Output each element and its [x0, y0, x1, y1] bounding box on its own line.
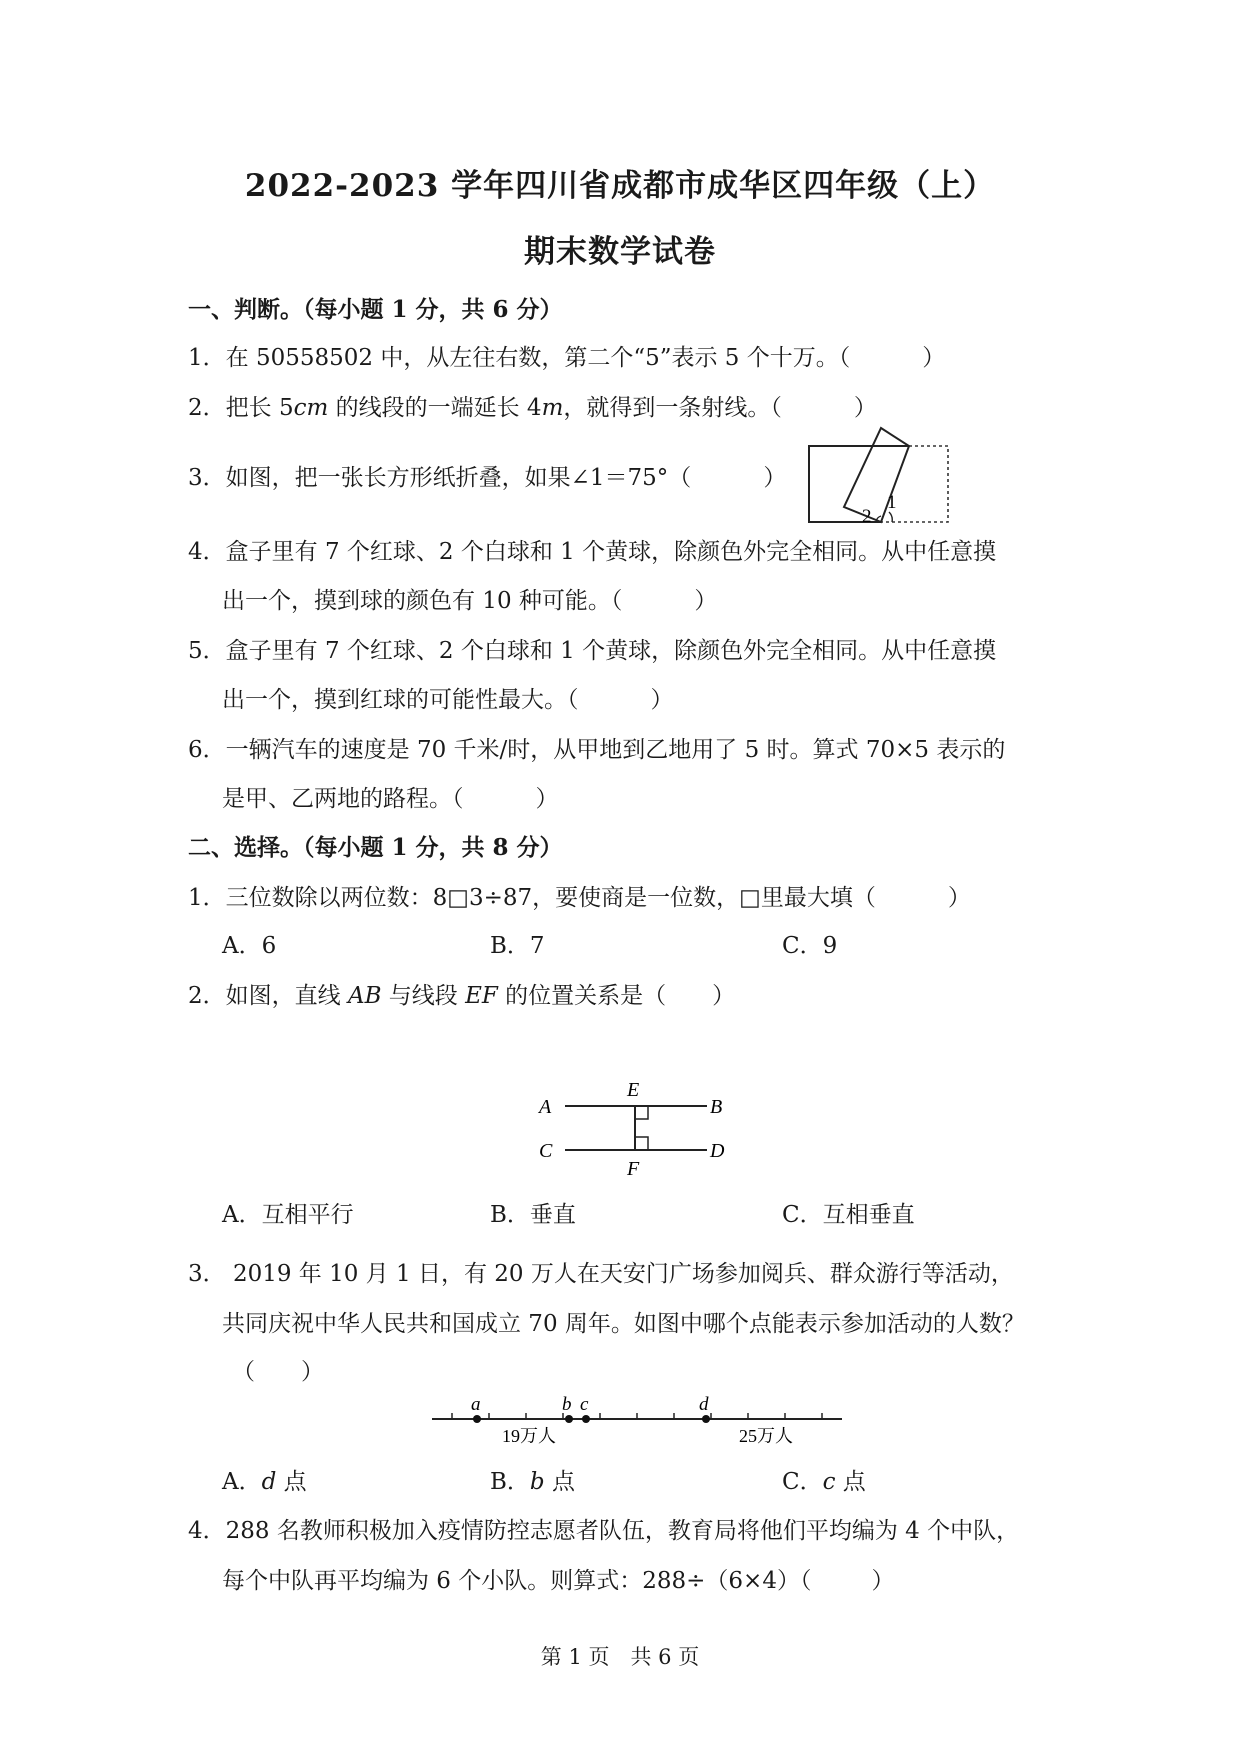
exam-title-line2: 期末数学试卷	[524, 234, 716, 270]
s1-q3-close: ）	[763, 465, 787, 491]
folded-paper-figure	[806, 424, 960, 528]
s1-q5-close: ）	[650, 687, 674, 713]
label-c: C	[539, 1140, 553, 1162]
s2-q1-option-c: C．9	[782, 933, 838, 959]
s1-q2-unit-m: m	[541, 395, 564, 421]
point-c	[582, 1415, 590, 1423]
s2-q4-cont	[222, 1562, 894, 1595]
s2-q2-ef: EF	[465, 983, 498, 1009]
s2-q4-num: 4．	[188, 1518, 226, 1544]
s1-q4	[188, 533, 996, 566]
parallel-lines-figure	[535, 1070, 735, 1182]
label-19-wan: 19万人	[502, 1426, 556, 1446]
option-suffix: 点	[276, 1469, 307, 1495]
s2-q4-line1: 288 名教师积极加入疫情防控志愿者队伍，教育局将他们平均编为 4 个中队，	[225, 1518, 1020, 1544]
option-point: c	[822, 1469, 836, 1495]
s2-q2-post: 的位置关系是（	[497, 983, 667, 1009]
label-b: B	[710, 1096, 723, 1118]
s2-q1-option-b: B．7	[490, 933, 545, 959]
number-line-figure	[428, 1388, 848, 1450]
section1-heading: 一、判断。（每小题 1 分，共 6 分）	[188, 296, 563, 323]
s2-q2-option-b: B．垂直	[490, 1202, 576, 1228]
s1-q2	[188, 389, 877, 422]
angle-1-arc	[889, 512, 892, 522]
point-d-label: d	[699, 1394, 709, 1415]
s2-q2-ab: AB	[347, 983, 382, 1009]
section2-heading: 二、选择。（每小题 1 分，共 8 分）	[188, 834, 563, 861]
label-d: D	[710, 1140, 725, 1162]
s1-q6-num: 6．	[188, 737, 226, 763]
s1-q6-close: ）	[535, 786, 559, 812]
s1-q1-text: 在 50558502 中，从左往右数，第二个“5”表示 5 个十万。（	[225, 345, 851, 371]
s2-q2-pre: 如图，直线	[225, 983, 348, 1009]
point-b	[565, 1415, 573, 1423]
s1-q2-close: ）	[853, 395, 877, 421]
option-suffix: 点	[544, 1469, 575, 1495]
s1-q1	[188, 339, 945, 372]
s2-q2-option-a: A．互相平行	[222, 1202, 354, 1228]
s1-q6-cont	[222, 780, 559, 813]
s2-q3-option-a	[222, 1463, 307, 1496]
s1-q5-num: 5．	[188, 638, 226, 664]
s1-q2-post: ，就得到一条射线。（	[563, 395, 782, 421]
label-25-wan: 25万人	[739, 1426, 793, 1446]
right-angle-mark-top	[635, 1106, 648, 1119]
angle-2-label: 2	[862, 506, 872, 527]
point-a-label: a	[471, 1394, 481, 1415]
s2-q4-close: ）	[871, 1568, 895, 1594]
label-f: F	[627, 1158, 640, 1180]
s2-q3-line1: 2019 年 10 月 1 日，有 20 万人在天安门广场参加阅兵、群众游行等活动，	[225, 1261, 1014, 1287]
option-point: b	[529, 1469, 545, 1495]
folded-flap	[844, 428, 909, 522]
s1-q4-cont	[222, 582, 717, 615]
s1-q2-unit-cm: cm	[293, 395, 329, 421]
option-letter: C．	[782, 1469, 823, 1495]
s1-q6-line2: 是甲、乙两地的路程。（	[222, 786, 464, 812]
point-c-label: c	[580, 1394, 589, 1415]
s1-q5	[188, 632, 996, 665]
option-point: d	[261, 1469, 277, 1495]
s1-q2-mid: 的线段的一端延长 4	[328, 395, 542, 421]
s1-q3-text: 如图，把一张长方形纸折叠，如果∠1＝75°（	[225, 465, 692, 491]
exam-title-line1: 2022-2023 学年四川省成都市成华区四年级（上）	[244, 168, 996, 204]
s2-q1-close: ）	[947, 885, 971, 911]
s2-q3-line2: 共同庆祝中华人民共和国成立 70 周年。如图中哪个点能表示参加活动的人数？	[222, 1311, 1025, 1337]
point-d	[702, 1415, 710, 1423]
right-angle-mark-bottom	[635, 1137, 648, 1150]
s1-q1-close: ）	[922, 345, 946, 371]
s1-q6	[188, 731, 1005, 764]
angle-1-label: 1	[887, 492, 897, 513]
s2-q1-option-a: A．6	[222, 933, 277, 959]
s2-q3-num: 3．	[188, 1261, 226, 1287]
s1-q3-num: 3．	[188, 465, 226, 491]
s2-q4	[188, 1512, 1019, 1545]
s2-q1-text: 三位数除以两位数：8□3÷87，要使商是一位数，□里最大填（	[225, 885, 876, 911]
s2-q3-option-b	[490, 1463, 575, 1496]
label-a: A	[539, 1096, 552, 1118]
s2-q2-mid: 与线段	[381, 983, 466, 1009]
s2-q1	[188, 879, 971, 912]
s2-q3-close: ）	[301, 1359, 324, 1385]
option-suffix: 点	[835, 1469, 866, 1495]
option-letter: A．	[222, 1469, 262, 1495]
s1-q5-line1: 盒子里有 7 个红球、2 个白球和 1 个黄球，除颜色外完全相同。从中任意摸	[225, 638, 997, 664]
s2-q2-close: ）	[712, 983, 736, 1009]
point-a	[473, 1415, 481, 1423]
s1-q1-num: 1．	[188, 345, 226, 371]
s2-q3-line3	[232, 1353, 324, 1386]
s2-q3-open: （	[232, 1359, 255, 1385]
s2-q2-num: 2．	[188, 983, 226, 1009]
s1-q6-line1: 一辆汽车的速度是 70 千米/时，从甲地到乙地用了 5 时。算式 70×5 表示的	[225, 737, 1006, 763]
page-footer: 第 1 页 共 6 页	[540, 1645, 700, 1669]
s1-q3	[188, 459, 786, 492]
s1-q5-cont	[222, 681, 674, 714]
s1-q4-num: 4．	[188, 539, 226, 565]
s2-q3-option-c	[782, 1463, 866, 1496]
s1-q2-pre: 把长 5	[225, 395, 294, 421]
s2-q4-line2: 每个中队再平均编为 6 个小队。则算式：288÷（6×4）（	[222, 1568, 812, 1594]
s1-q5-line2: 出一个，摸到红球的可能性最大。（	[222, 687, 579, 713]
s2-q2	[188, 977, 735, 1010]
point-b-label: b	[562, 1394, 572, 1415]
label-e: E	[627, 1079, 640, 1101]
s1-q4-close: ）	[694, 588, 718, 614]
option-letter: B．	[490, 1469, 530, 1495]
s2-q3	[188, 1255, 1014, 1288]
s1-q2-num: 2．	[188, 395, 226, 421]
s1-q4-line1: 盒子里有 7 个红球、2 个白球和 1 个黄球，除颜色外完全相同。从中任意摸	[225, 539, 997, 565]
s1-q4-line2: 出一个，摸到球的颜色有 10 种可能。（	[222, 588, 623, 614]
s2-q1-num: 1．	[188, 885, 226, 911]
s2-q2-option-c: C．互相垂直	[782, 1202, 915, 1228]
